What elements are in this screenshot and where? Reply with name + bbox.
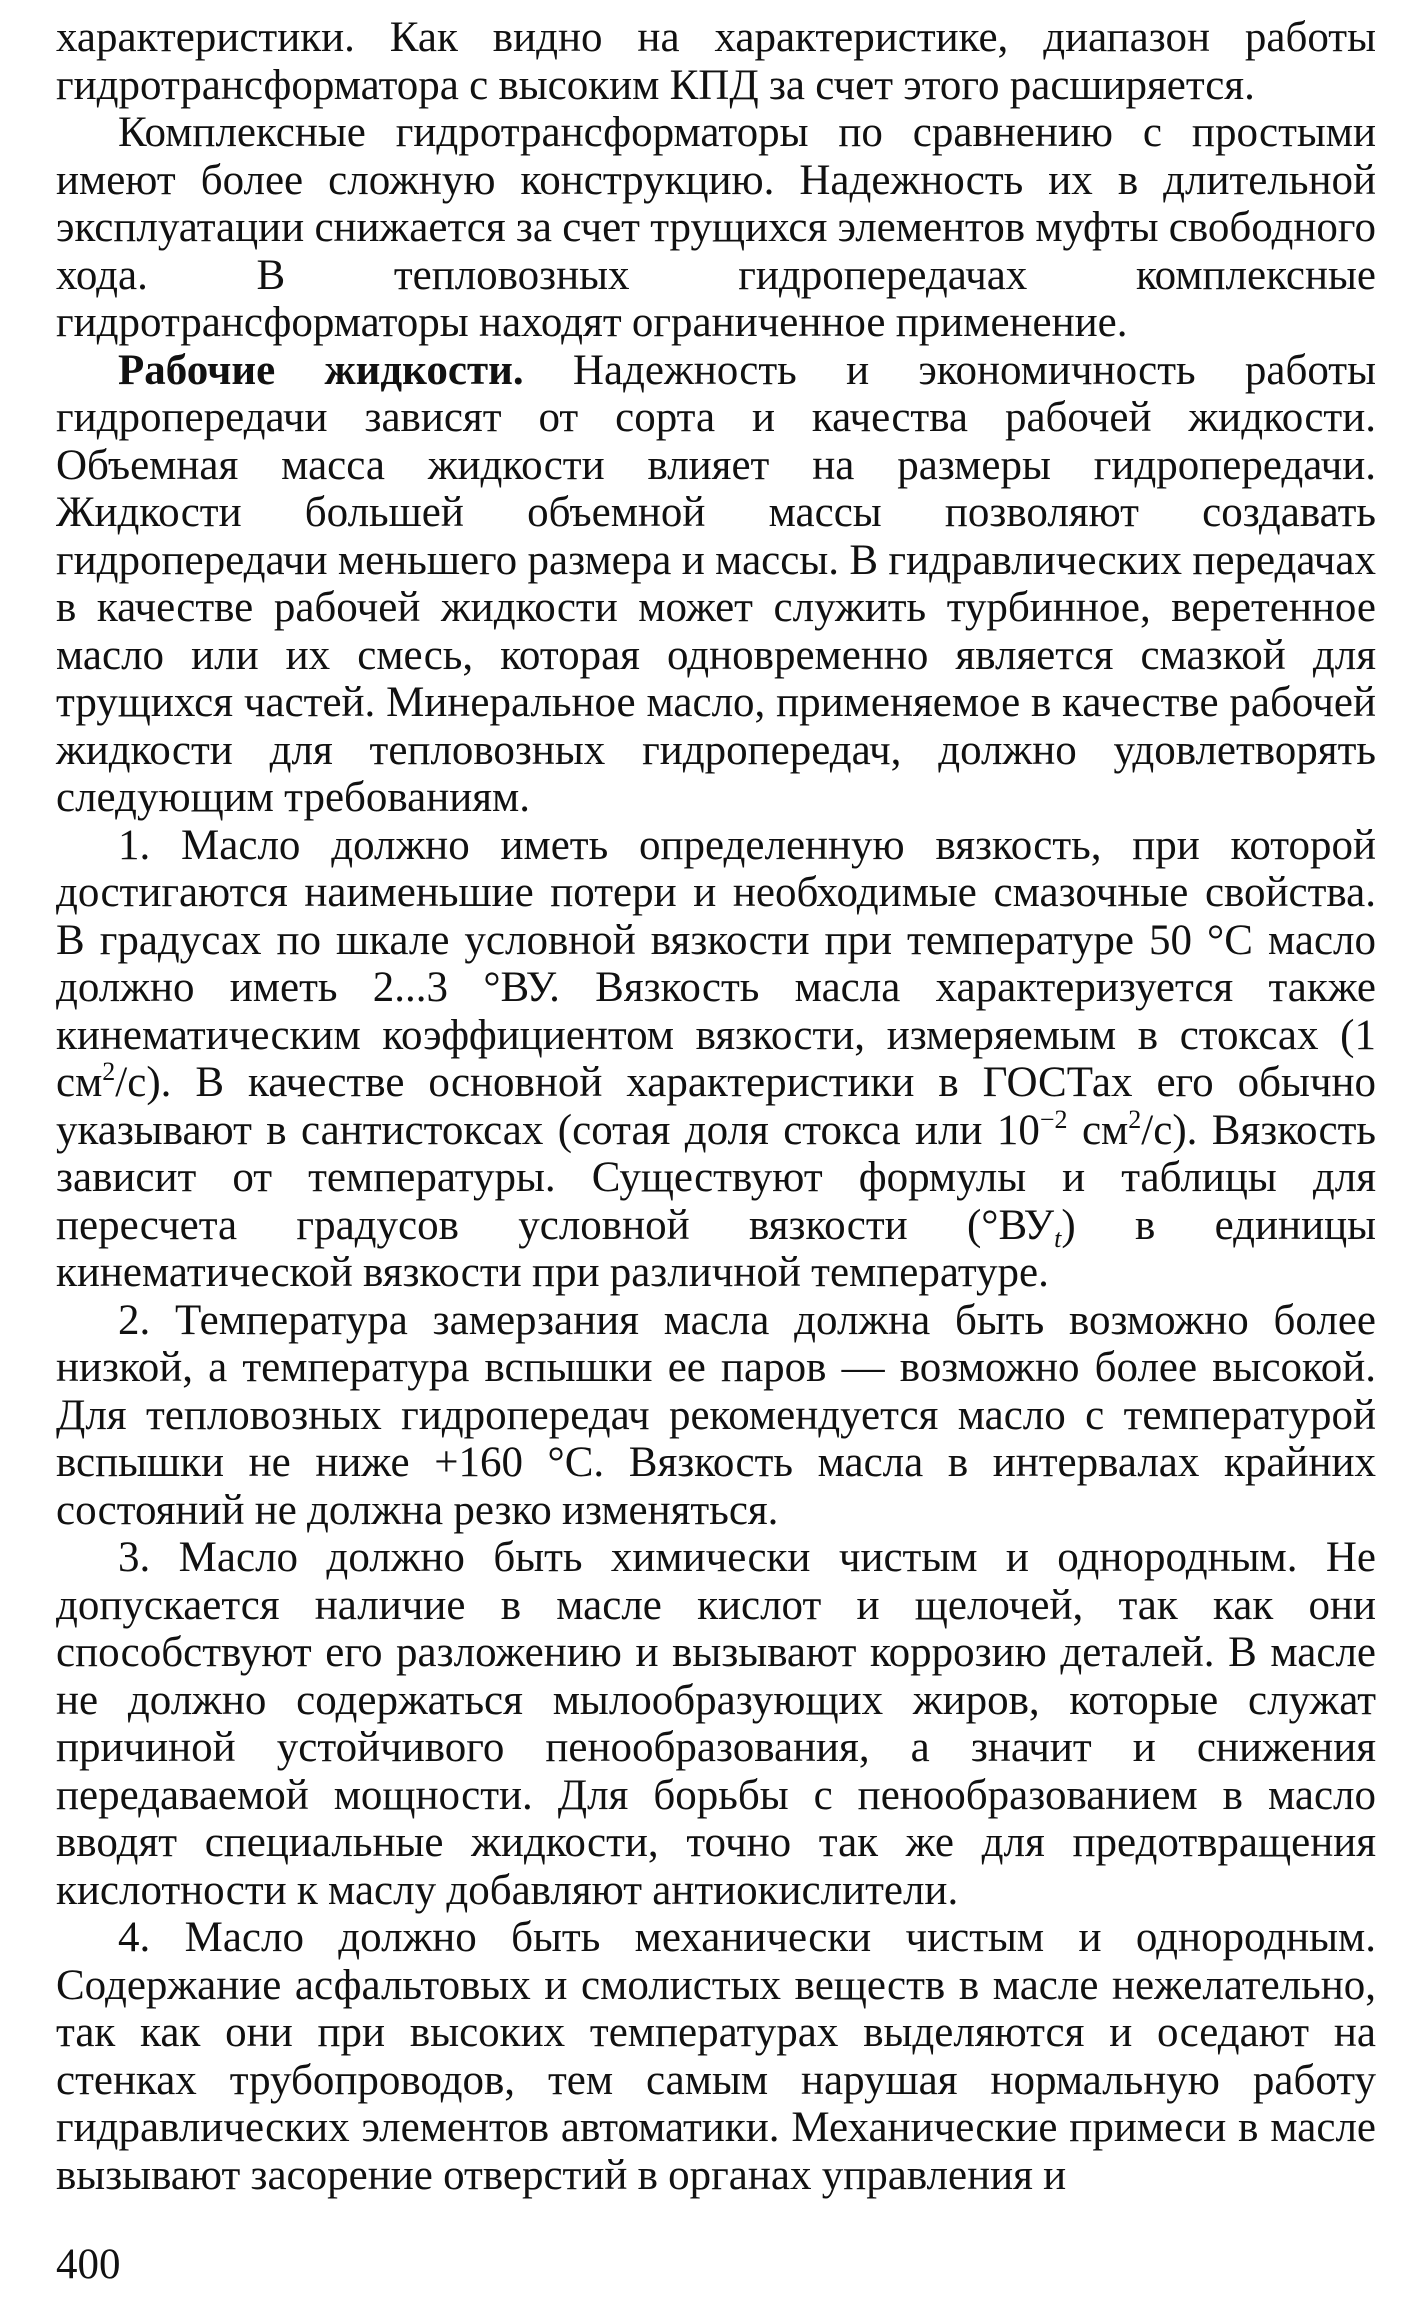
list-item-2-temperature: 2. Температура замерзания масла должна быть возможно более низкой, а температура вспышки ее паров — возможно более высокой. Для тепловозных гидропередач рекомендуется масло с температурой вспышки не ниже +160 °С. Вязкость масла в интервалах крайних состояний не должна резко изменяться.: [56, 1296, 1376, 1534]
viscosity-text-2: /с). В качестве основной характеристики в ГОСТах его обычно указывают в сантистоксах (сотая доля стокса или 10: [56, 1059, 1376, 1154]
superscript-2: 2: [102, 1057, 116, 1086]
viscosity-text-4: /с). Вязкость зависит от температуры. Существуют формулы и таблицы для пересчета градусов условной вязкости (°ВУ: [56, 1106, 1377, 1249]
paragraph-continuation: характеристики. Как видно на характеристике, диапазон работы гидротрансформатора с высоким КПД за счет этого расширяется.: [56, 14, 1376, 109]
list-item-4-mechanical-purity: 4. Масло должно быть механически чистым и однородным. Содержание асфальтовых и смолистых веществ в масле нежелательно, так как они при высоких температурах выделяются и оседают на стенках трубопроводов, тем самым нарушая нормальную работу гидравлических элементов автоматики. Механические примеси в масле вызывают засорение отверстий в органах управления и: [56, 1914, 1376, 2199]
paragraph-working-fluids-text: Надежность и экономичность работы гидропередачи зависят от сорта и качества рабочей жидкости. Объемная масса жидкости влияет на размеры гидропередачи. Жидкости большей объемной массы позволяют создавать гидропередачи меньшего размера и массы. В гидравлических передачах в качестве рабочей жидкости может служить турбинное, веретенное масло или их смесь, которая одновременно является смазкой для трущихся частей. Минеральное масло, применяемое в качестве рабочей жидкости для тепловозных гидропередач, должно удовлетворять следующим требованиям.: [56, 346, 1376, 821]
viscosity-text-1: 1. Масло должно иметь определенную вязкость, при которой достигаются наименьшие потери и необходимые смазочные свойства. В градусах по шкале условной вязкости при температуре 50 °С масло должно иметь 2...3 °ВУ. Вязкость масла характеризуется также кинематическим коэффициентом вязкости, измеряемым в стоксах (1 см: [56, 821, 1376, 1106]
superscript-minus-2: −2: [1039, 1104, 1068, 1134]
page-number: 400: [56, 2241, 121, 2288]
list-item-1-viscosity: [56, 822, 1376, 1297]
list-item-3-chemical-purity: 3. Масло должно быть химически чистым и однородным. Не допускается наличие в масле кислот и щелочей, так как они способствуют его разложению и вызывают коррозию деталей. В масле не должно содержаться мылообразующих жиров, которые служат причиной устойчивого пенообразования, а значит и снижения передаваемой мощности. Для борьбы с пенообразованием в масло вводят специальные жидкости, точно так же для предотвращения кислотности к маслу добавляют антиокислители.: [56, 1534, 1376, 1914]
subscript-t: t: [1054, 1223, 1062, 1253]
viscosity-text-5: ) в единицы кинематической вязкости при различной температуре.: [56, 1201, 1376, 1296]
paragraph-working-fluids: [56, 347, 1376, 822]
viscosity-text-3: см: [1067, 1106, 1129, 1154]
section-heading-working-fluids: Рабочие жидкости.: [118, 346, 524, 394]
superscript-2: 2: [1128, 1104, 1142, 1134]
paragraph-complex-transformers: Комплексные гидротрансформаторы по сравнению с простыми имеют более сложную конструкцию. Надежность их в длительной эксплуатации снижается за счет трущихся элементов муфты свободного хода. В тепловозных гидропередачах комплексные гидротрансформаторы находят ограниченное применение.: [56, 109, 1376, 346]
page-body: [56, 14, 1376, 2199]
